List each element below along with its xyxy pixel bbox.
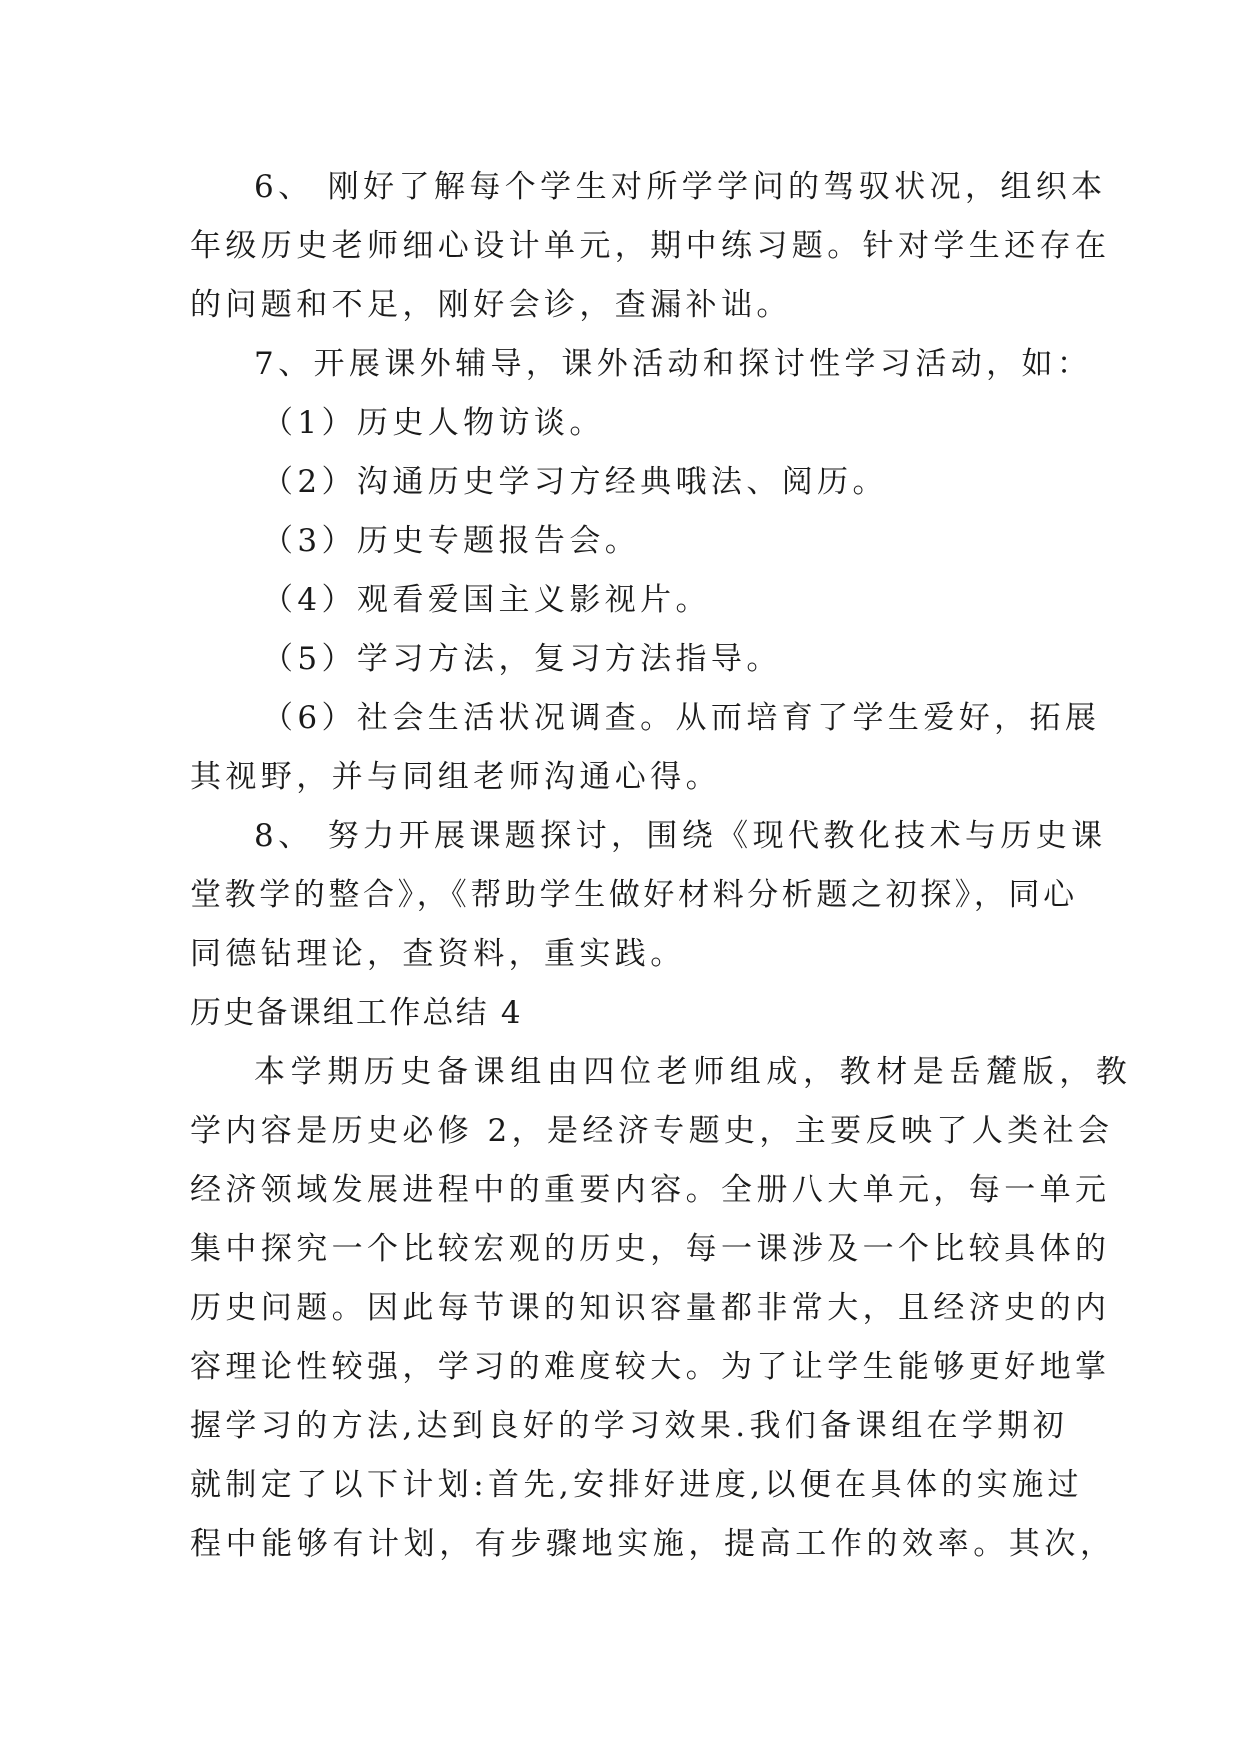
paragraph-line: 的问题和不足，刚好会诊，查漏补诎。 [190, 287, 792, 323]
list-item: （4）观看爱国主义影视片。 [262, 582, 711, 618]
paragraph-line: 8、 努力开展课题探讨，围绕《现代教化技术与历史课 [254, 818, 1107, 854]
paragraph-line: 同德钻理论，查资料，重实践。 [190, 936, 686, 972]
paragraph-line: 7、开展课外辅导，课外活动和探讨性学习活动，如： [254, 346, 1093, 382]
paragraph-line: 集中探究一个比较宏观的历史，每一课涉及一个比较具体的 [190, 1231, 1111, 1267]
paragraph-line: 容理论性较强，学习的难度较大。为了让学生能够更好地掌 [190, 1349, 1111, 1385]
paragraph-line: 本学期历史备课组由四位老师组成，教材是岳麓版，教 [254, 1054, 1133, 1090]
paragraph-line: 就制定了以下计划:首先,安排好进度,以便在具体的实施过 [190, 1467, 1083, 1503]
list-item: （1）历史人物访谈。 [262, 405, 605, 441]
paragraph-line: 年级历史老师细心设计单元，期中练习题。针对学生还存在 [190, 228, 1111, 264]
section-heading: 历史备课组工作总结 4 [190, 995, 523, 1031]
list-item: （6）社会生活状况调查。从而培育了学生爱好，拓展 [262, 700, 1101, 736]
list-item: （3）历史专题报告会。 [262, 523, 641, 559]
paragraph-line: 历史问题。因此每节课的知识容量都非常大，且经济史的内 [190, 1290, 1111, 1326]
paragraph-line: 握学习的方法,达到良好的学习效果.我们备课组在学期初 [190, 1408, 1069, 1444]
paragraph-line: 其视野，并与同组老师沟通心得。 [190, 759, 721, 795]
paragraph-line: 经济领域发展进程中的重要内容。全册八大单元，每一单元 [190, 1172, 1111, 1208]
list-item: （5）学习方法，复习方法指导。 [262, 641, 782, 677]
paragraph-line: 6、 刚好了解每个学生对所学学问的驾驭状况，组织本 [254, 169, 1107, 205]
list-item: （2）沟通历史学习方经典哦法、阅历。 [262, 464, 888, 500]
paragraph-line: 堂教学的整合》，《帮助学生做好材料分析题之初探》，同心 [190, 877, 1078, 913]
paragraph-line: 学内容是历史必修 2，是经济专题史，主要反映了人类社会 [190, 1113, 1114, 1149]
paragraph-line: 程中能够有计划，有步骤地实施，提高工作的效率。其次， [190, 1526, 1116, 1562]
